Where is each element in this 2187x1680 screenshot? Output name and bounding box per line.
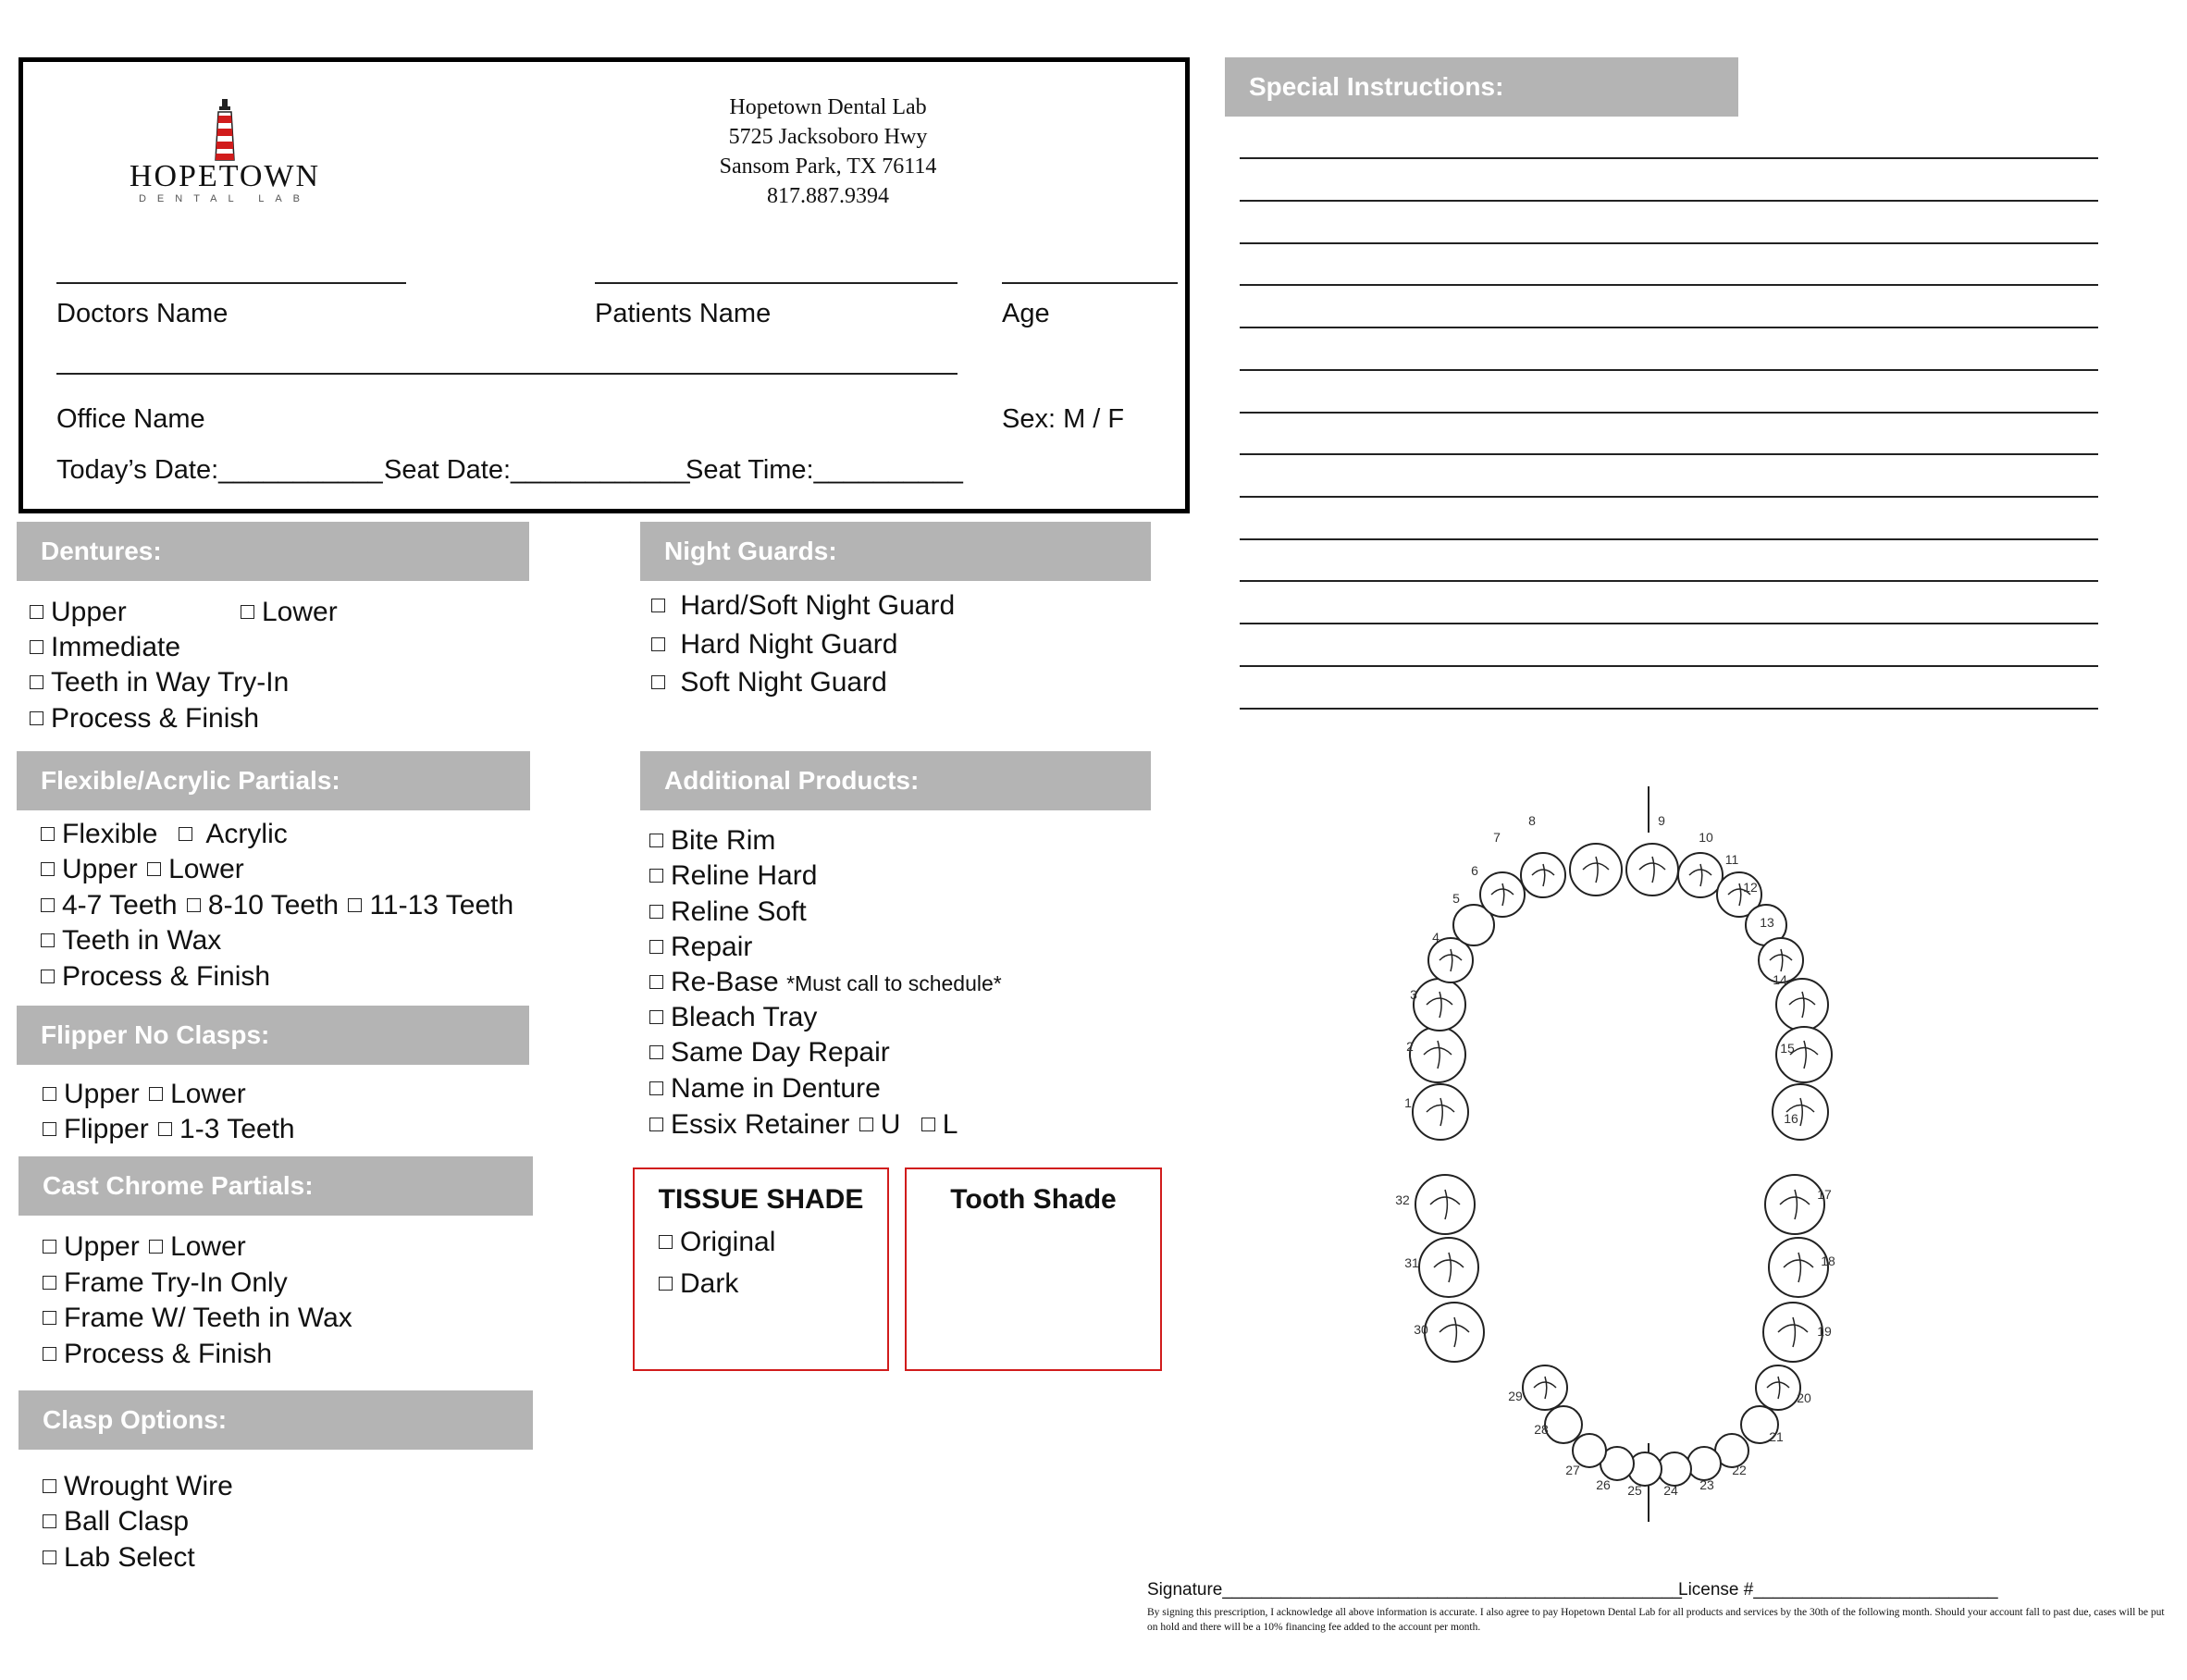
tooth-shade-title: Tooth Shade bbox=[950, 1184, 1117, 1215]
checkbox-icon[interactable] bbox=[43, 1311, 56, 1325]
flipper-1-3-teeth-option[interactable]: 1-3 Teeth bbox=[179, 1114, 295, 1144]
tooth-2[interactable] bbox=[1410, 1027, 1465, 1082]
tooth-number-label: 26 bbox=[1596, 1477, 1611, 1492]
tooth-32[interactable] bbox=[1415, 1175, 1475, 1234]
additional-products-header: Additional Products: bbox=[640, 751, 1151, 810]
license-field[interactable]: License #_________________________ bbox=[1678, 1580, 1998, 1600]
tooth-7[interactable] bbox=[1521, 853, 1565, 897]
additional-reline-hard[interactable]: Reline Hard bbox=[648, 860, 817, 892]
tooth-18[interactable] bbox=[1769, 1238, 1828, 1297]
cast-upper-option[interactable]: Upper bbox=[64, 1231, 140, 1262]
night-guard-hard-soft[interactable]: Hard/Soft Night Guard bbox=[649, 590, 955, 622]
flexible-upper-option[interactable]: Upper bbox=[62, 854, 138, 884]
tooth-19[interactable] bbox=[1763, 1303, 1822, 1362]
tooth-number-label: 14 bbox=[1773, 972, 1787, 987]
checkbox-icon[interactable] bbox=[30, 675, 43, 689]
lab-name: Hopetown Dental Lab bbox=[729, 95, 927, 119]
tooth-number-label: 2 bbox=[1406, 1039, 1414, 1054]
checkbox-icon[interactable] bbox=[41, 862, 55, 876]
tooth-number-label: 3 bbox=[1410, 987, 1417, 1002]
tooth-number-label: 24 bbox=[1663, 1483, 1678, 1498]
flexible-process-finish[interactable]: Process & Finish bbox=[39, 961, 270, 993]
checkbox-icon[interactable] bbox=[859, 1118, 873, 1131]
doctors-name-label: Doctors Name bbox=[56, 299, 229, 328]
checkbox-icon[interactable] bbox=[30, 605, 43, 619]
tooth-number-label: 16 bbox=[1784, 1111, 1798, 1126]
checkbox-icon[interactable] bbox=[187, 898, 201, 912]
additional-name-in-denture[interactable]: Name in Denture bbox=[648, 1073, 881, 1105]
teeth-11-13-option[interactable]: 11-13 Teeth bbox=[369, 890, 514, 920]
checkbox-icon[interactable] bbox=[649, 975, 663, 989]
checkbox-icon[interactable] bbox=[649, 1045, 663, 1059]
checkbox-icon[interactable] bbox=[649, 1010, 663, 1024]
checkbox-icon[interactable] bbox=[659, 1235, 673, 1249]
tooth-29[interactable] bbox=[1523, 1365, 1567, 1410]
essix-lower-option[interactable]: L bbox=[942, 1109, 958, 1140]
additional-same-day-repair[interactable]: Same Day Repair bbox=[648, 1037, 890, 1069]
essix-upper-option[interactable]: U bbox=[880, 1109, 901, 1140]
flexible-teeth-in-wax[interactable]: Teeth in Wax bbox=[39, 925, 221, 957]
teeth-8-10-option[interactable]: 8-10 Teeth bbox=[207, 890, 340, 920]
tooth-number-label: 15 bbox=[1780, 1041, 1795, 1056]
office-name-label: Office Name bbox=[56, 404, 205, 434]
checkbox-icon[interactable] bbox=[43, 1276, 56, 1290]
lab-address-2: Sansom Park, TX 76114 bbox=[719, 154, 937, 179]
flexible-partials-header: Flexible/Acrylic Partials: bbox=[17, 751, 530, 810]
tissue-shade-box bbox=[633, 1167, 889, 1371]
tooth-number-label: 13 bbox=[1760, 915, 1774, 930]
clasp-lab-select[interactable]: Lab Select bbox=[41, 1542, 195, 1574]
checkbox-icon[interactable] bbox=[241, 605, 254, 619]
seat-time-field[interactable]: Seat Time:__________ bbox=[686, 455, 963, 485]
tooth-20[interactable] bbox=[1756, 1365, 1800, 1410]
clasp-ball-clasp[interactable]: Ball Clasp bbox=[41, 1506, 189, 1538]
additional-repair[interactable]: Repair bbox=[648, 932, 752, 963]
flexible-material-row bbox=[39, 819, 288, 850]
additional-rebase[interactable]: Re-Base *Must call to schedule* bbox=[648, 967, 1002, 998]
acrylic-option[interactable]: Acrylic bbox=[205, 819, 288, 849]
tooth-number-label: 6 bbox=[1471, 863, 1478, 878]
flipper-lower-option[interactable]: Lower bbox=[170, 1079, 246, 1109]
billing-disclaimer: By signing this prescription, I acknowledge all above information is accurate. I also agree to pay Hopetown Dental Lab for all products and services by the 30th of the following month. Should your account fall to past due, cases will be put on hold and there will be a 10% financing fee added to the account per month. bbox=[1147, 1607, 2165, 1633]
checkbox-icon[interactable] bbox=[651, 599, 665, 612]
tooth-number-label: 28 bbox=[1534, 1422, 1549, 1437]
tooth-number-label: 25 bbox=[1627, 1483, 1642, 1498]
logo-name: HOPETOWN bbox=[129, 159, 321, 193]
checkbox-icon[interactable] bbox=[43, 1240, 56, 1254]
flipper-option[interactable]: Flipper bbox=[64, 1114, 149, 1144]
tooth-number-label: 12 bbox=[1743, 880, 1758, 895]
tooth-number-label: 5 bbox=[1452, 891, 1460, 906]
tooth-shade-box[interactable] bbox=[905, 1167, 1162, 1371]
dentures-header: Dentures: bbox=[17, 522, 529, 581]
checkbox-icon[interactable] bbox=[41, 933, 55, 947]
flexible-option[interactable]: Flexible bbox=[62, 819, 158, 849]
checkbox-icon[interactable] bbox=[43, 1550, 56, 1564]
cast-chrome-arch-row bbox=[41, 1231, 246, 1263]
checkbox-icon[interactable] bbox=[649, 1118, 663, 1131]
checkbox-icon[interactable] bbox=[30, 640, 43, 654]
checkbox-icon[interactable] bbox=[348, 898, 362, 912]
tooth-24[interactable] bbox=[1658, 1452, 1691, 1486]
tooth-number-label: 17 bbox=[1817, 1187, 1832, 1202]
cast-process-finish[interactable]: Process & Finish bbox=[41, 1339, 272, 1370]
tooth-number-label: 19 bbox=[1817, 1324, 1832, 1339]
essix-retainer-option[interactable]: Essix Retainer bbox=[671, 1109, 850, 1140]
flexible-lower-option[interactable]: Lower bbox=[168, 854, 244, 884]
lighthouse-logo-icon bbox=[211, 99, 239, 162]
checkbox-icon[interactable] bbox=[921, 1118, 935, 1131]
tissue-shade-dark[interactable]: Dark bbox=[657, 1268, 738, 1300]
dentures-immediate[interactable]: Immediate bbox=[28, 632, 180, 663]
patients-name-label: Patients Name bbox=[595, 299, 772, 328]
lab-phone: 817.887.9394 bbox=[767, 184, 889, 208]
logo-subtitle: DENTAL LAB bbox=[138, 193, 312, 204]
header-box bbox=[19, 57, 1190, 513]
age-field[interactable] bbox=[1002, 282, 1178, 284]
seat-date-field[interactable]: Seat Date:____________ bbox=[384, 455, 690, 485]
rebase-note: *Must call to schedule* bbox=[786, 971, 1002, 995]
tooth-number-label: 23 bbox=[1699, 1477, 1714, 1492]
cast-frame-teeth-wax[interactable]: Frame W/ Teeth in Wax bbox=[41, 1303, 352, 1334]
tooth-number-label: 22 bbox=[1732, 1463, 1747, 1477]
tooth-number-label: 10 bbox=[1699, 830, 1713, 845]
dentures-upper[interactable]: Upper bbox=[28, 597, 127, 628]
tooth-number-label: 29 bbox=[1508, 1389, 1523, 1403]
clasp-wrought-wire[interactable]: Wrought Wire bbox=[41, 1471, 233, 1502]
checkbox-icon[interactable] bbox=[649, 869, 663, 883]
checkbox-icon[interactable] bbox=[43, 1514, 56, 1528]
special-instructions-lines[interactable] bbox=[1240, 157, 2098, 722]
tooth-10[interactable] bbox=[1678, 853, 1723, 897]
checkbox-icon[interactable] bbox=[649, 1081, 663, 1095]
cast-frame-try-in[interactable]: Frame Try-In Only bbox=[41, 1267, 288, 1299]
cast-chrome-header: Cast Chrome Partials: bbox=[19, 1156, 533, 1216]
dentures-process-finish[interactable]: Process & Finish bbox=[28, 703, 259, 735]
checkbox-icon[interactable] bbox=[649, 940, 663, 954]
additional-reline-soft[interactable]: Reline Soft bbox=[648, 896, 807, 928]
tooth-chart-diagram[interactable] bbox=[1388, 777, 1906, 1536]
clasp-options-header: Clasp Options: bbox=[19, 1390, 533, 1450]
night-guards-header: Night Guards: bbox=[640, 522, 1151, 581]
tooth-8[interactable] bbox=[1570, 844, 1622, 896]
tooth-number-label: 31 bbox=[1404, 1255, 1419, 1270]
flexible-arch-row bbox=[39, 854, 244, 885]
checkbox-icon[interactable] bbox=[649, 834, 663, 847]
additional-bleach-tray[interactable]: Bleach Tray bbox=[648, 1002, 817, 1033]
tooth-number-label: 7 bbox=[1493, 830, 1501, 845]
flipper-type-row bbox=[41, 1114, 295, 1145]
checkbox-icon[interactable] bbox=[43, 1087, 56, 1101]
tooth-3[interactable] bbox=[1414, 979, 1465, 1031]
lab-address-1: 5725 Jacksoboro Hwy bbox=[728, 125, 928, 149]
todays-date-field[interactable]: Today’s Date:___________ bbox=[56, 455, 383, 485]
checkbox-icon[interactable] bbox=[41, 970, 55, 983]
tooth-number-label: 18 bbox=[1821, 1254, 1835, 1268]
checkbox-icon[interactable] bbox=[649, 905, 663, 919]
tooth-23[interactable] bbox=[1687, 1447, 1721, 1480]
flexible-teeth-count-row bbox=[39, 890, 513, 921]
checkbox-icon[interactable] bbox=[659, 1277, 673, 1291]
checkbox-icon[interactable] bbox=[158, 1122, 172, 1136]
tooth-number-label: 11 bbox=[1724, 852, 1739, 867]
cast-lower-option[interactable]: Lower bbox=[170, 1231, 246, 1262]
checkbox-icon[interactable] bbox=[41, 898, 55, 912]
doctors-name-field[interactable] bbox=[56, 282, 406, 284]
flipper-arch-row bbox=[41, 1079, 246, 1110]
additional-essix-retainer bbox=[648, 1109, 958, 1141]
age-label: Age bbox=[1002, 299, 1050, 328]
tooth-number-label: 20 bbox=[1797, 1390, 1811, 1405]
tooth-number-label: 21 bbox=[1769, 1429, 1784, 1444]
checkbox-icon[interactable] bbox=[41, 827, 55, 841]
flipper-header: Flipper No Clasps: bbox=[17, 1006, 529, 1065]
tooth-number-label: 27 bbox=[1565, 1463, 1580, 1477]
checkbox-icon[interactable] bbox=[651, 675, 665, 689]
checkbox-icon[interactable] bbox=[43, 1122, 56, 1136]
signature-field[interactable]: Signature_______________________________________________ bbox=[1147, 1580, 1682, 1600]
office-name-field[interactable] bbox=[56, 373, 958, 375]
tooth-number-label: 4 bbox=[1432, 930, 1439, 945]
tooth-number-label: 30 bbox=[1414, 1322, 1428, 1337]
flipper-upper-option[interactable]: Upper bbox=[64, 1079, 140, 1109]
checkbox-icon[interactable] bbox=[147, 862, 161, 876]
tooth-30[interactable] bbox=[1425, 1303, 1484, 1362]
tooth-17[interactable] bbox=[1765, 1175, 1824, 1234]
tooth-1[interactable] bbox=[1413, 1084, 1468, 1140]
dentures-try-in[interactable]: Teeth in Way Try-In bbox=[28, 667, 289, 698]
tissue-shade-title: TISSUE SHADE bbox=[658, 1184, 864, 1215]
checkbox-icon[interactable] bbox=[149, 1087, 163, 1101]
teeth-4-7-option[interactable]: 4-7 Teeth bbox=[62, 890, 178, 920]
tooth-6[interactable] bbox=[1480, 872, 1525, 917]
checkbox-icon[interactable] bbox=[43, 1479, 56, 1493]
additional-bite-rim[interactable]: Bite Rim bbox=[648, 825, 775, 857]
tooth-31[interactable] bbox=[1419, 1238, 1478, 1297]
night-guard-hard[interactable]: Hard Night Guard bbox=[649, 629, 897, 661]
tooth-number-label: 8 bbox=[1528, 813, 1536, 828]
tooth-number-label: 1 bbox=[1404, 1095, 1412, 1110]
tooth-number-label: 9 bbox=[1658, 813, 1665, 828]
tooth-16[interactable] bbox=[1773, 1084, 1828, 1140]
special-instructions-header: Special Instructions: bbox=[1225, 57, 1738, 117]
checkbox-icon[interactable] bbox=[30, 711, 43, 725]
checkbox-icon[interactable] bbox=[651, 637, 665, 651]
sex-field[interactable]: Sex: M / F bbox=[1002, 404, 1125, 434]
dentures-lower[interactable]: Lower bbox=[239, 597, 338, 628]
checkbox-icon[interactable] bbox=[179, 827, 192, 841]
checkbox-icon[interactable] bbox=[43, 1347, 56, 1361]
checkbox-icon[interactable] bbox=[149, 1240, 163, 1254]
tooth-9[interactable] bbox=[1626, 844, 1678, 896]
night-guard-soft[interactable]: Soft Night Guard bbox=[649, 667, 887, 698]
tooth-number-label: 32 bbox=[1395, 1192, 1410, 1207]
tissue-shade-original[interactable]: Original bbox=[657, 1227, 775, 1258]
patients-name-field[interactable] bbox=[595, 282, 958, 284]
tooth-28[interactable] bbox=[1545, 1406, 1582, 1443]
